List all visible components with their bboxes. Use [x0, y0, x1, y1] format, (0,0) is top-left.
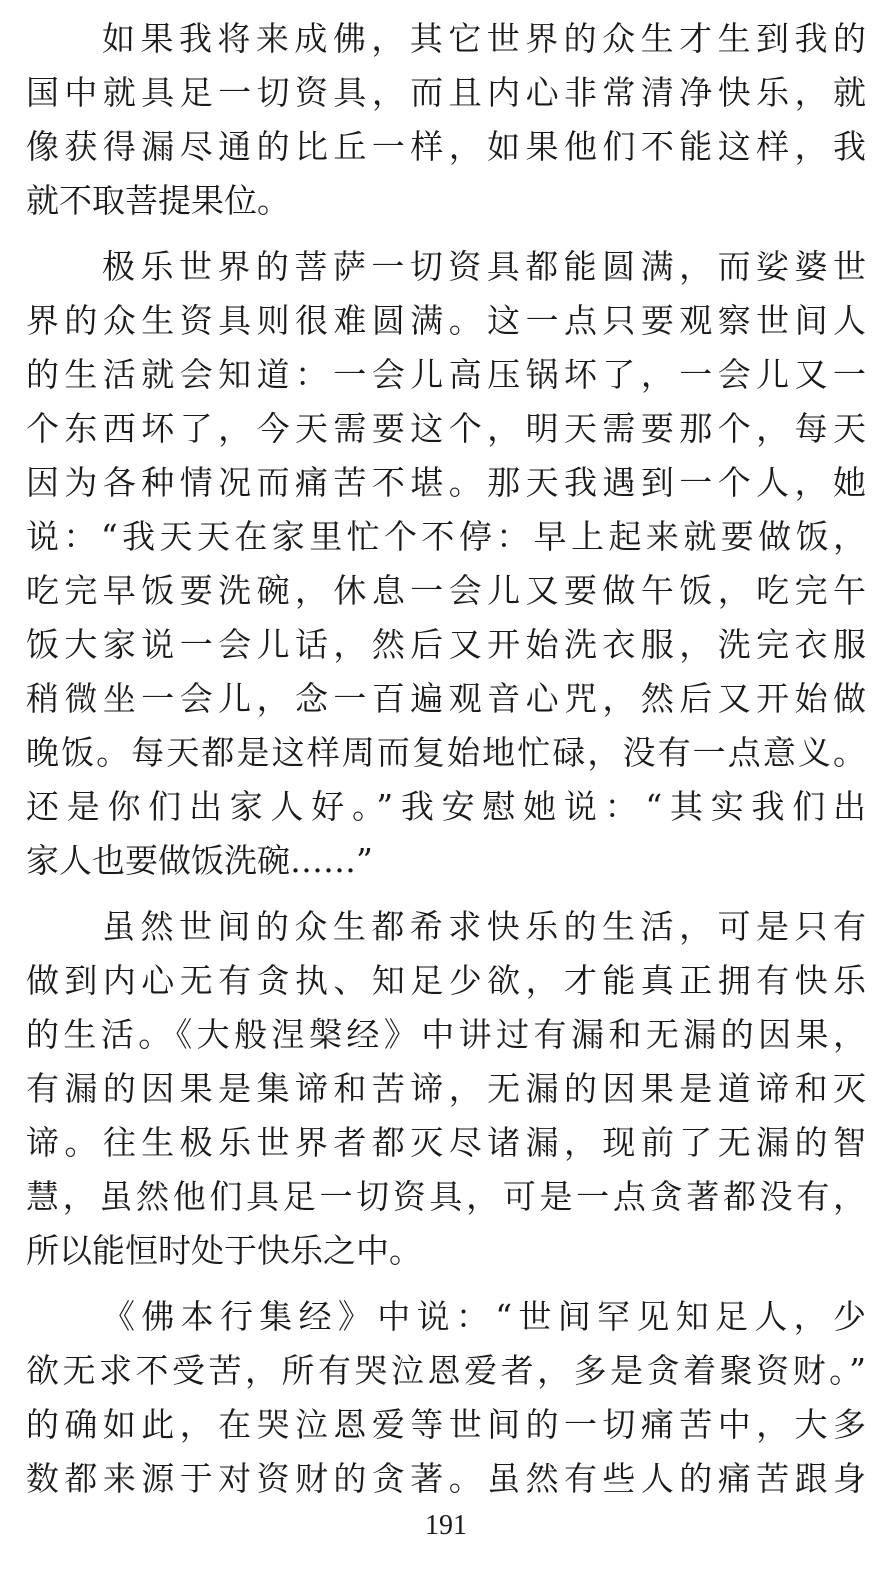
text-line: 像获得漏尽通的比丘一样，如果他们不能这样，我: [26, 127, 866, 166]
text-line: 的生活就会知道：一会儿高压锅坏了，一会儿又一: [26, 355, 866, 394]
text-line: 个东西坏了，今天需要这个，明天需要那个，每天: [26, 409, 866, 448]
text-line: 界的众生资具则很难圆满。这一点只要观察世间人: [26, 301, 866, 340]
paragraph-gap: [26, 228, 866, 240]
text-line: 家人也要做饭洗碗……”: [26, 841, 373, 880]
text-line: 如果我将来成佛，其它世界的众生才生到我的: [102, 19, 866, 58]
page-number: 191: [425, 1510, 467, 1541]
text-line: 欲无求不受苦，所有哭泣恩爱者，多是贪着聚资财。”: [26, 1351, 866, 1390]
text-line: 数都来源于对资财的贪著。虽然有些人的痛苦跟身: [26, 1459, 866, 1498]
text-line: 慧，虽然他们具足一切资具，可是一点贪著都没有，: [26, 1177, 866, 1216]
text-line: 就不取菩提果位。: [26, 181, 290, 220]
text-line: 因为各种情况而痛苦不堪。那天我遇到一个人，她: [26, 463, 866, 502]
text-line: 国中就具足一切资具，而且内心非常清净快乐，就: [26, 73, 866, 112]
text-line: 的生活。《大般涅槃经》中讲过有漏和无漏的因果，: [26, 1015, 866, 1054]
text-line: 做到内心无有贪执、知足少欲，才能真正拥有快乐: [26, 961, 866, 1000]
paragraph-gap: [26, 888, 866, 900]
text-line: 说：“我天天在家里忙个不停：早上起来就要做饭，: [26, 517, 866, 556]
text-line: 的确如此，在哭泣恩爱等世间的一切痛苦中，大多: [26, 1405, 866, 1444]
text-line: 极乐世界的菩萨一切资具都能圆满，而娑婆世: [102, 247, 866, 286]
text-line: 有漏的因果是集谛和苦谛，无漏的因果是道谛和灭: [26, 1069, 866, 1108]
text-line: 晚饭。每天都是这样周而复始地忙碌，没有一点意义。: [26, 733, 866, 772]
text-line: 稍微坐一会儿，念一百遍观音心咒，然后又开始做: [26, 679, 866, 718]
text-line: 所以能恒时处于快乐之中。: [26, 1231, 422, 1270]
text-line: 谛。往生极乐世界者都灭尽诸漏，现前了无漏的智: [26, 1123, 866, 1162]
text-line: 还是你们出家人好。”我安慰她说：“其实我们出: [26, 787, 866, 826]
text-line: 饭大家说一会儿话，然后又开始洗衣服，洗完衣服: [26, 625, 866, 664]
text-line: 虽然世间的众生都希求快乐的生活，可是只有: [102, 907, 866, 946]
paragraph-gap: [26, 1278, 866, 1290]
body-text: [26, 12, 866, 1506]
text-line: 吃完早饭要洗碗，休息一会儿又要做午饭，吃完午: [26, 571, 866, 610]
text-line: 《佛本行集经》中说：“世间罕见知足人，少: [102, 1297, 866, 1336]
